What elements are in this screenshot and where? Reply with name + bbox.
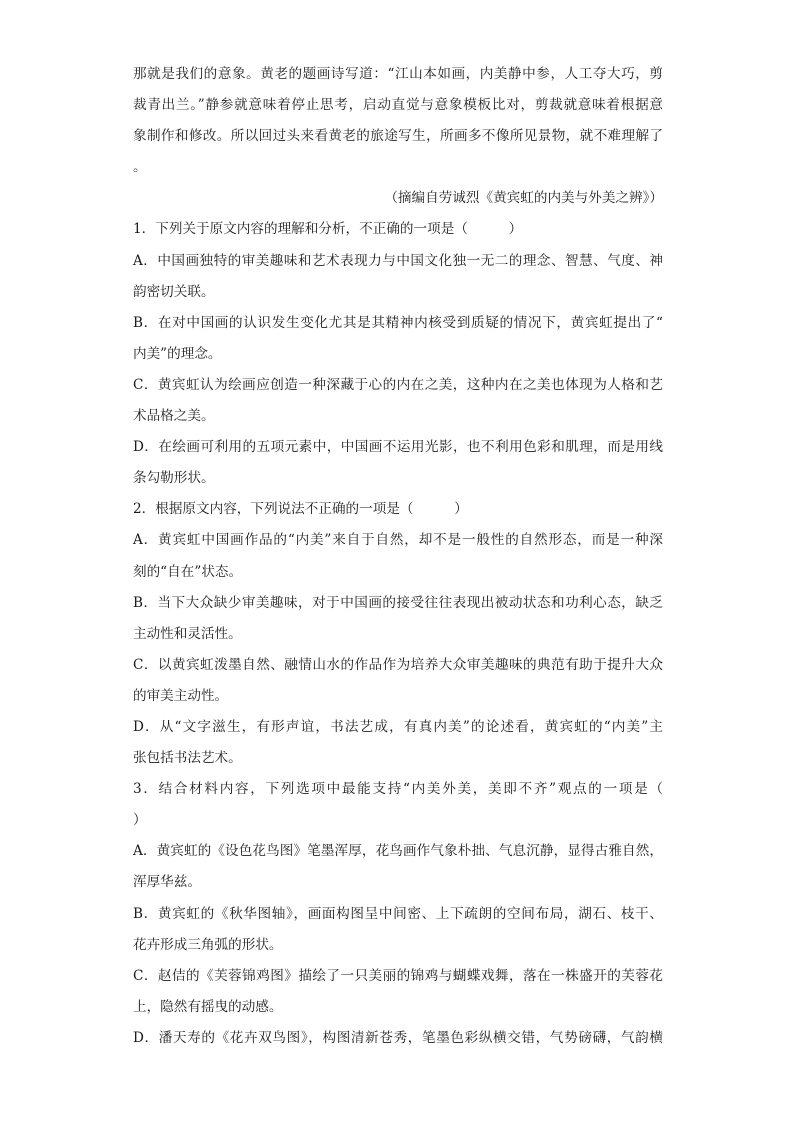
option-b: B．当下大众缺少审美趣味，对于中国画的接受往往表现出被动状态和功利心态，缺乏 [133,594,663,611]
option-d: D．潘天寿的《花卉双鸟图》，构图清新苍秀，笔墨色彩纵横交错，气势磅礴，气韵横 [133,1029,663,1046]
option-a: A．黄宾虹的《设色花鸟图》笔墨浑厚，花鸟画作气象朴拙、气息沉静，显得古雅自然， [133,843,663,860]
option-b-cont: 内美”的理念。 [133,345,222,362]
passage-line: 。 [133,159,147,176]
option-b-cont: 主动性和灵活性。 [133,625,242,642]
passage-line: 象制作和修改。所以回过头来看黄老的旅途写生，所画多不像所见景物，就不难理解了 [133,128,663,145]
option-b-cont: 花卉形成三角弧的形状。 [133,936,283,953]
question-3 [133,777,663,1057]
option-c-cont: 术品格之美。 [133,408,215,425]
question-1 [133,217,663,497]
option-d-cont: 张包括书法艺术。 [133,750,242,767]
passage-line: 裁青出兰。”静参就意味着停止思考，启动直觉与意象模板比对，剪裁就意味着根据意 [133,97,663,114]
source-citation: （摘编自劳诚烈《黄宾虹的内美与外美之辨》） [384,190,663,207]
question-stem: 3．结合材料内容，下列选项中最能支持“内美外美，美即不齐”观点的一项是（ [133,781,663,798]
option-c: C．黄宾虹认为绘画应创造一种深藏于心的内在之美，这种内在之美也体现为人格和艺 [133,376,663,393]
option-a-cont: 韵密切关联。 [133,283,215,300]
option-b: B．在对中国画的认识发生变化尤其是其精神内核受到质疑的情况下，黄宾虹提出了“ [133,314,663,331]
document-body [133,62,663,1057]
option-c: C．赵佶的《芙蓉锦鸡图》描绘了一只美丽的锦鸡与蝴蝶戏舞，落在一株盛开的芙蓉花 [133,967,663,984]
option-a: A．中国画独特的审美趣味和艺术表现力与中国文化独一无二的理念、智慧、气度、神 [133,252,663,269]
option-a: A．黄宾虹中国画作品的“内美”来自于自然，却不是一般性的自然形态，而是一种深 [133,532,663,549]
question-stem: 2．根据原文内容，下列说法不正确的一项是（ ） [133,501,468,518]
question-2 [133,497,663,777]
option-d: D．在绘画可利用的五项元素中，中国画不运用光影，也不利用色彩和肌理，而是用线 [133,439,663,456]
option-d: D．从“文字滋生，有形声谊，书法艺成，有真内美”的论述看，黄宾虹的“内美”主 [133,718,663,735]
option-b: B．黄宾虹的《秋华图轴》，画面构图呈中间密、上下疏朗的空间布局，湖石、枝干、 [133,905,663,922]
passage-paragraph [133,62,663,186]
option-c-cont: 上，隐然有摇曳的动感。 [133,998,283,1015]
passage-line: 那就是我们的意象。黄老的题画诗写道：“江山本如画，内美静中参，人工夺大巧，剪 [133,66,663,82]
option-c: C．以黄宾虹泼墨自然、融情山水的作品作为培养大众审美趣味的典范有助于提升大众 [133,656,663,673]
option-a-cont: 刻的“自在”状态。 [133,563,243,580]
option-c-cont: 的审美主动性。 [133,687,229,704]
option-a-cont: 浑厚华兹。 [133,874,201,891]
question-stem: 1．下列关于原文内容的理解和分析，不正确的一项是（ ） [133,221,523,238]
option-d-cont: 条勾勒形状。 [133,470,215,487]
question-stem-cont: ） [133,812,147,829]
